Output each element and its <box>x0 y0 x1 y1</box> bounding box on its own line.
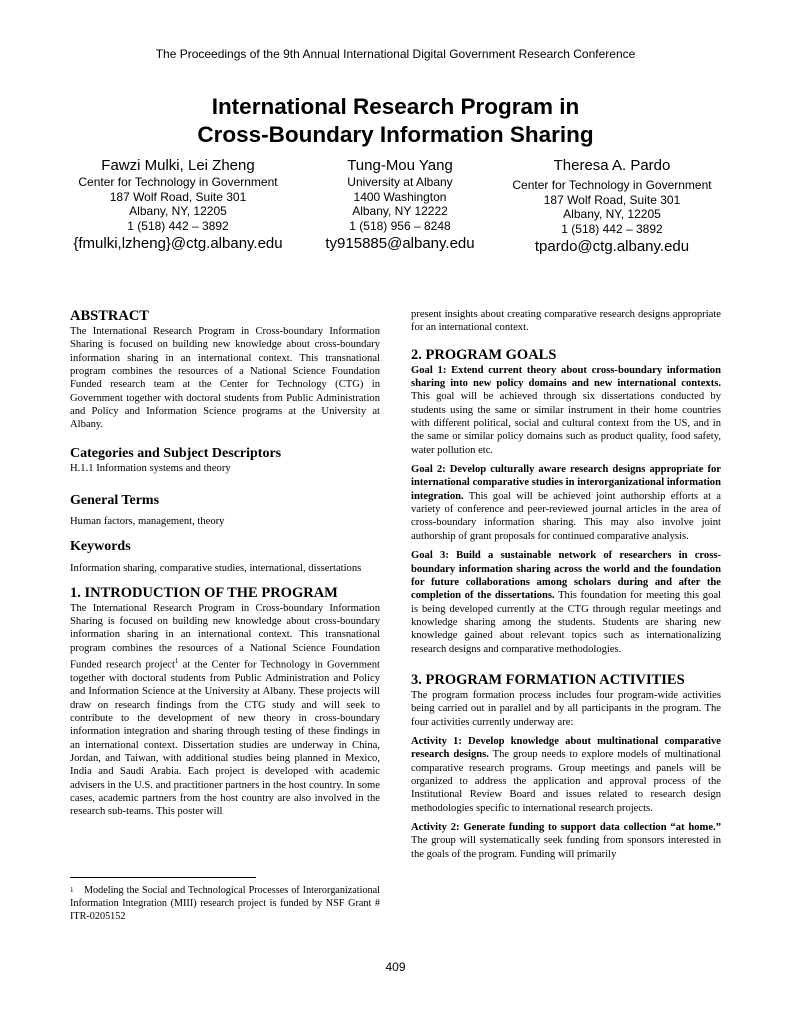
author-name: Theresa A. Pardo <box>553 157 671 174</box>
footnote-mark: 1 <box>70 886 74 894</box>
author-affiliation-line: Albany, NY, 12205 <box>563 207 661 221</box>
author-email: tpardo@ctg.albany.edu <box>534 238 690 255</box>
categories-heading: Categories and Subject Descriptors <box>70 445 282 461</box>
goal-2-text: This goal will be achieved joint authorship efforts at a variety of conference and peer-reviewed journal articles in the area of cross-boundary information sharing. This may also involve joint authorship of grant proposals for continued comparative analysis. <box>411 490 721 542</box>
paper-title <box>0 93 791 149</box>
goal-1-text: This goal will be achieved through six dissertations conducted by students using the same or similar instrument in their home countries with different political, social and cultural context from the US, and in the same or similar policy domains such as product quality, food safety, water pollution etc. <box>411 391 721 456</box>
author-block-1 <box>58 156 298 253</box>
introduction-continued-text: present insights about creating comparative research designs appropriate for an international context. <box>411 309 721 334</box>
author-affiliation-line: Center for Technology in Government <box>512 178 712 192</box>
title-line-2: Cross-Boundary Information Sharing <box>197 122 594 147</box>
activity-2-text: The group will systematically seek funding from sponsors interested in the goals of the program. Funding will primarily <box>411 835 721 860</box>
keywords-heading: Keywords <box>70 539 131 555</box>
activity-1 <box>411 735 721 815</box>
introduction-text-part-2: at the Center for Technology in Government together with doctoral students from Public Administration and Policy and Information Science at the University at Albany. These projects will draw on research findings from the CTG study and will seek to contribute to the development of new theory in cross-boundary information integration and sharing through testing of these findings in an international context. Dissertation studies are underway in China, Jordan, and Taiwan, with additional studies being planned in Mexico, India and Saudi Arabia. Each project is developed with academic advisers in the U.S. and practitioner partners in the host country. In some cases, academic partners from the host country are also involved in the research sub-teams. This poster will <box>70 659 380 818</box>
author-email: {fmulki,lzheng}@ctg.albany.edu <box>73 235 283 252</box>
abstract-text: The International Research Program in Cross-boundary Information Sharing is focused on building new knowledge about cross-boundary information sharing in an international context. This transnational program combines the resources of a National Science Foundation Funded research team at the Center for Technology (CTG) in Government together with doctoral students from Public Administration and Policy and Information Science programs at the University at Albany. <box>70 326 380 431</box>
author-affiliation-line: 1400 Washington <box>353 189 447 204</box>
running-header: The Proceedings of the 9th Annual International Digital Government Research Conference <box>155 47 636 61</box>
introduction-heading: 1. INTRODUCTION OF THE PROGRAM <box>70 584 338 601</box>
author-name: Fawzi Mulki, Lei Zheng <box>101 157 255 174</box>
goal-1 <box>411 364 721 457</box>
program-goals-heading: 2. PROGRAM GOALS <box>411 346 557 363</box>
author-block-2 <box>305 156 495 253</box>
goal-3-text: This foundation for meeting this goal is being developed currently at the CTG through regular meetings and knowledge sharing among the students. Students are sharing new knowledge gained about relevant topics such as internationalizing research designs and comparative methodologies. <box>411 590 722 655</box>
author-affiliation-line: 187 Wolf Road, Suite 301 <box>109 189 247 204</box>
formation-intro-text: The program formation process includes four program-wide activities being carried out in parallel and by all participants in the program. The four activities currently underway are: <box>411 689 721 728</box>
author-affiliation-line: 187 Wolf Road, Suite 301 <box>543 192 681 207</box>
author-email: ty915885@albany.edu <box>325 235 475 252</box>
categories-text: H.1.1 Information systems and theory <box>70 462 231 474</box>
activity-2-label: Activity 2: Generate funding to support data collection “at home.” <box>411 822 721 833</box>
author-affiliation-line: 1 (518) 442 – 3892 <box>127 218 229 233</box>
author-name: Tung-Mou Yang <box>347 157 453 174</box>
author-affiliation-line: 1 (518) 442 – 3892 <box>561 221 663 236</box>
footnote-reference[interactable]: 1 <box>174 657 179 666</box>
activity-1-label: Activity 1: Develop knowledge about multinational comparative research designs. <box>411 735 721 761</box>
activity-1-text: The group needs to explore models of multinational comparative research programs. Group meetings and panels will be organized to address the application and approval process of the Institutional Review Board and issues related to research design methodologies specific to international research projects. <box>411 749 721 814</box>
keywords-text: Information sharing, comparative studies, international, dissertations <box>70 563 362 575</box>
introduction-text-part-1: The International Research Program in Cross-boundary Information Sharing is focused on building new knowledge about cross-boundary information sharing in an international context. This transnational program combines the resources of a National Science Foundation Funded research project <box>70 602 380 671</box>
author-affiliation-line: Albany, NY, 12205 <box>129 204 227 218</box>
author-block-3 <box>497 156 727 256</box>
abstract-heading: ABSTRACT <box>70 308 149 324</box>
introduction-text <box>70 602 380 819</box>
goal-3-label: Goal 3: Build a sustainable network of researchers in cross-boundary information sharing across the world and the foundation for future collaborations among scholars during and after the completion of the dissertations. <box>411 550 721 602</box>
goal-2-label: Goal 2: Develop culturally aware research designs appropriate for international comparative studies in interorganizational information integration. <box>411 464 721 502</box>
general-terms-heading: General Terms <box>70 493 160 509</box>
title-line-1: International Research Program in <box>211 94 580 119</box>
author-affiliation-line: University at Albany <box>347 175 453 189</box>
left-column <box>70 308 380 819</box>
footnote-divider <box>70 877 256 878</box>
goal-2 <box>411 463 721 543</box>
formation-activities-heading: 3. PROGRAM FORMATION ACTIVITIES <box>411 671 685 688</box>
author-affiliation-line: Center for Technology in Government <box>78 175 278 189</box>
goal-1-label: Goal 1: Extend current theory about cross-boundary information sharing into new policy domains and new international contexts. <box>411 364 721 390</box>
author-affiliation-line: 1 (518) 956 – 8248 <box>349 218 451 233</box>
footnote-text: Modeling the Social and Technological Processes of Interorganizational Information Integration (MIII) research project is funded by NSF Grant # ITR-0205152 <box>70 885 380 922</box>
right-column <box>411 308 721 861</box>
page-number: 409 <box>385 960 406 974</box>
author-affiliation-line: Albany, NY 12222 <box>352 204 448 218</box>
goal-3 <box>411 549 721 656</box>
general-terms-text: Human factors, management, theory <box>70 516 225 528</box>
footnote <box>70 884 380 923</box>
activity-2 <box>411 821 721 861</box>
